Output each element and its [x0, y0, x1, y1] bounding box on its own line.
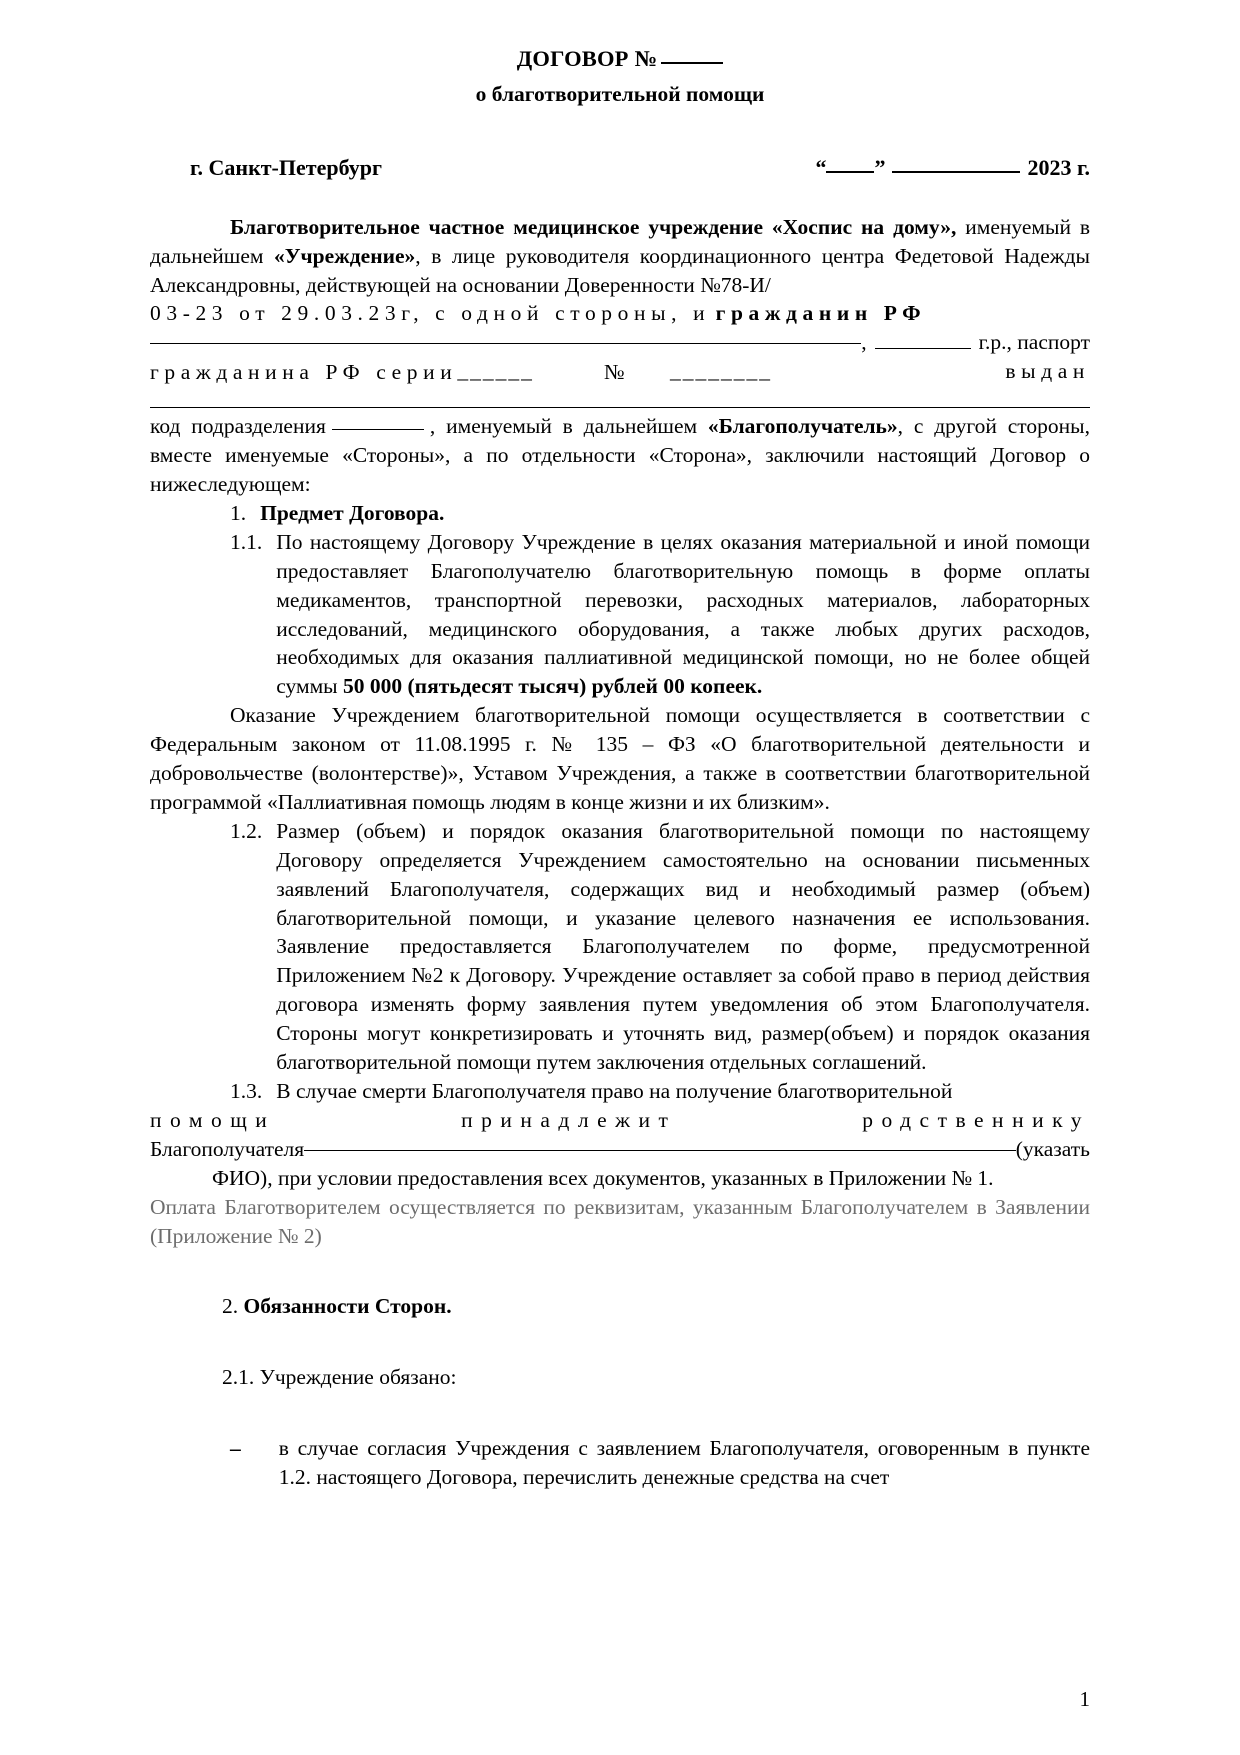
subdivision-code-label: код подразделения — [150, 414, 326, 439]
payment-gray-paragraph: Оплата Благотворителем осуществляется по реквизитам, указанным Благополучателем в Заявлении (Приложение № 2) — [150, 1194, 1090, 1248]
comma-separator: , — [861, 330, 867, 355]
indicate-hint: (указать — [1015, 1136, 1090, 1161]
item-1-3-number: 1.3. — [230, 1079, 263, 1104]
item-1-2-text: Размер (объем) и порядок оказания благотворительной помощи по настоящему Договору определяется Учреждением самостоятельно на основании письменных заявлений Благополучателя, содержащих вид и необходимый размер (объем) благотворительной помощи, и указание целевого назначения ее использования. Заявление предоставляется Благополучателем по форме, предусмотренной Приложением №2 к Договору. Учреждение оставляет за собой право в период действия договора изменять форму заявления путем уведомления об этом Благополучателя. Стороны могут конкретизировать и уточнять вид, размер(объем) и порядок оказания благотворительной помощи путем заключения отдельных соглашений. — [276, 818, 1090, 1075]
passport-issuer-blank[interactable] — [150, 407, 1090, 408]
spaced-word-pomoshchi: помощи — [150, 1107, 276, 1132]
law-paragraph: Оказание Учреждением благотворительной помощи осуществляется в соответствии с Федеральным законом от 11.08.1995 г. № 135 – ФЗ «О благотворительной деятельности и добровольчестве (волонтерстве)», Уставом Учреждения, а также в соответствии благотворительной программой «Паллиативная помощь людям в конце жизни и их близким». — [150, 703, 1090, 814]
code-after-b: , с другой стороны, вместе именуемые «Стороны», а по отдельности «Сторона», заключили настоящий Договор о нижеследующем: — [150, 414, 1090, 496]
preamble-spaced-line — [150, 299, 1090, 328]
page-title — [150, 44, 1090, 74]
spacer — [150, 1250, 1090, 1292]
date-year: 2023 г. — [1027, 155, 1090, 181]
item-1-1-row — [150, 528, 1090, 701]
item-1-2-row — [150, 817, 1090, 1077]
beneficiary-alias: «Благополучатель» — [707, 414, 898, 439]
item-2-1: 2.1. Учреждение обязано: — [222, 1365, 457, 1390]
item-1-3-last-line: ФИО), при условии предоставления всех документов, указанных в Приложении № 1. — [212, 1165, 994, 1190]
spaced-word-rodstvenniku: родственнику — [862, 1107, 1090, 1132]
passport-series-blank[interactable]: ______ — [457, 359, 534, 384]
quote-open: “ — [815, 155, 827, 181]
institution-name: Благотворительное частное медицинское учреждение «Хоспис на дому», — [230, 214, 957, 239]
spacer — [150, 183, 1090, 213]
section-1-heading-row — [150, 499, 1090, 528]
spacer — [150, 1321, 1090, 1363]
preamble-text-a: именуемый в дальнейшем — [150, 214, 1090, 268]
passport-series-row — [150, 357, 1090, 387]
passport-number-blank[interactable]: ________ — [669, 359, 772, 384]
power-of-attorney-line: 03-23 от 29.03.23г, с одной стороны, и — [150, 301, 711, 326]
title-text: ДОГОВОР № — [516, 46, 658, 71]
obligation-bullet-text: в случае согласия Учреждения с заявлением Благополучателя, оговоренным в пункте 1.2. настоящего Договора, перечислить денежные средства на счет — [278, 1436, 1090, 1490]
contract-number-blank[interactable] — [661, 62, 723, 64]
spacer — [150, 1392, 1090, 1434]
section-2-heading: Обязанности Сторон. — [243, 1294, 452, 1319]
item-1-2-number: 1.2. — [230, 818, 263, 843]
date-line — [815, 153, 1090, 183]
contract-amount: 50 000 (пятьдесят тысяч) рублей 00 копеек. — [343, 674, 763, 699]
section-1-number: 1. — [230, 500, 247, 525]
birth-year-blank[interactable] — [875, 348, 971, 349]
item-1-1-text: По настоящему Договору Учреждение в целях оказания материальной и иной помощи предоставляет Благополучателю благотворительную помощь в форме оплаты медикаментов, транспортной перевозки, расходных материалов, лабораторных исследований, медицинского оборудования, а также любых других расходов, необходимых для оказания паллиативной медицинской помощи, но не более общей суммы — [276, 529, 1090, 699]
relative-fio-row — [150, 1135, 1090, 1164]
relative-fio-blank[interactable] — [304, 1150, 1016, 1151]
citizen-fio-row — [150, 328, 1090, 357]
citizen-label: гражданин РФ — [715, 301, 927, 326]
page-subtitle: о благотворительной помощи — [475, 82, 765, 107]
subdivision-code-blank[interactable] — [332, 429, 424, 430]
bullet-dash-icon: – — [230, 1436, 241, 1461]
date-month-blank[interactable] — [892, 171, 1020, 173]
preamble-text-c: , в лице руководителя координационного центра Федетовой Надежды Александровны, действующей на основании Доверенности №78-И/ — [150, 243, 1090, 297]
passport-number-sign: № — [603, 360, 630, 385]
preamble-paragraph — [150, 213, 1090, 300]
item-1-3-first-line: В случае смерти Благополучателя право на получение благотворительной — [276, 1079, 953, 1104]
obligation-bullet-row — [150, 1434, 1090, 1492]
quote-close: ” — [874, 155, 886, 181]
citizen-fio-blank[interactable] — [150, 343, 861, 344]
subdivision-code-paragraph — [150, 412, 1090, 499]
code-after-a: , именуемый в дальнейшем — [429, 414, 708, 439]
item-1-3-row — [150, 1077, 1090, 1106]
item-1-1-body — [276, 528, 1090, 701]
section-2-heading-row — [150, 1292, 1090, 1321]
item-1-3-spaced-row — [150, 1106, 1090, 1135]
institution-alias: «Учреждение» — [274, 243, 416, 268]
city-label: г. Санкт-Петербург — [190, 155, 382, 181]
beneficiary-word: Благополучателя — [150, 1136, 305, 1161]
passport-series-label: гражданина РФ серии — [150, 360, 458, 385]
passport-issued-label: выдан — [1005, 359, 1090, 384]
section-1-heading: Предмет Договора. — [260, 500, 445, 525]
spaced-word-prinadlezhit: принадлежит — [461, 1107, 677, 1132]
page-number: 1 — [1079, 1686, 1090, 1711]
birth-year-label: г.р., паспорт — [978, 330, 1090, 355]
date-day-blank[interactable] — [826, 171, 874, 173]
city-date-row — [150, 153, 1090, 183]
section-2-number: 2. — [222, 1294, 239, 1319]
item-1-1-number: 1.1. — [230, 529, 263, 554]
